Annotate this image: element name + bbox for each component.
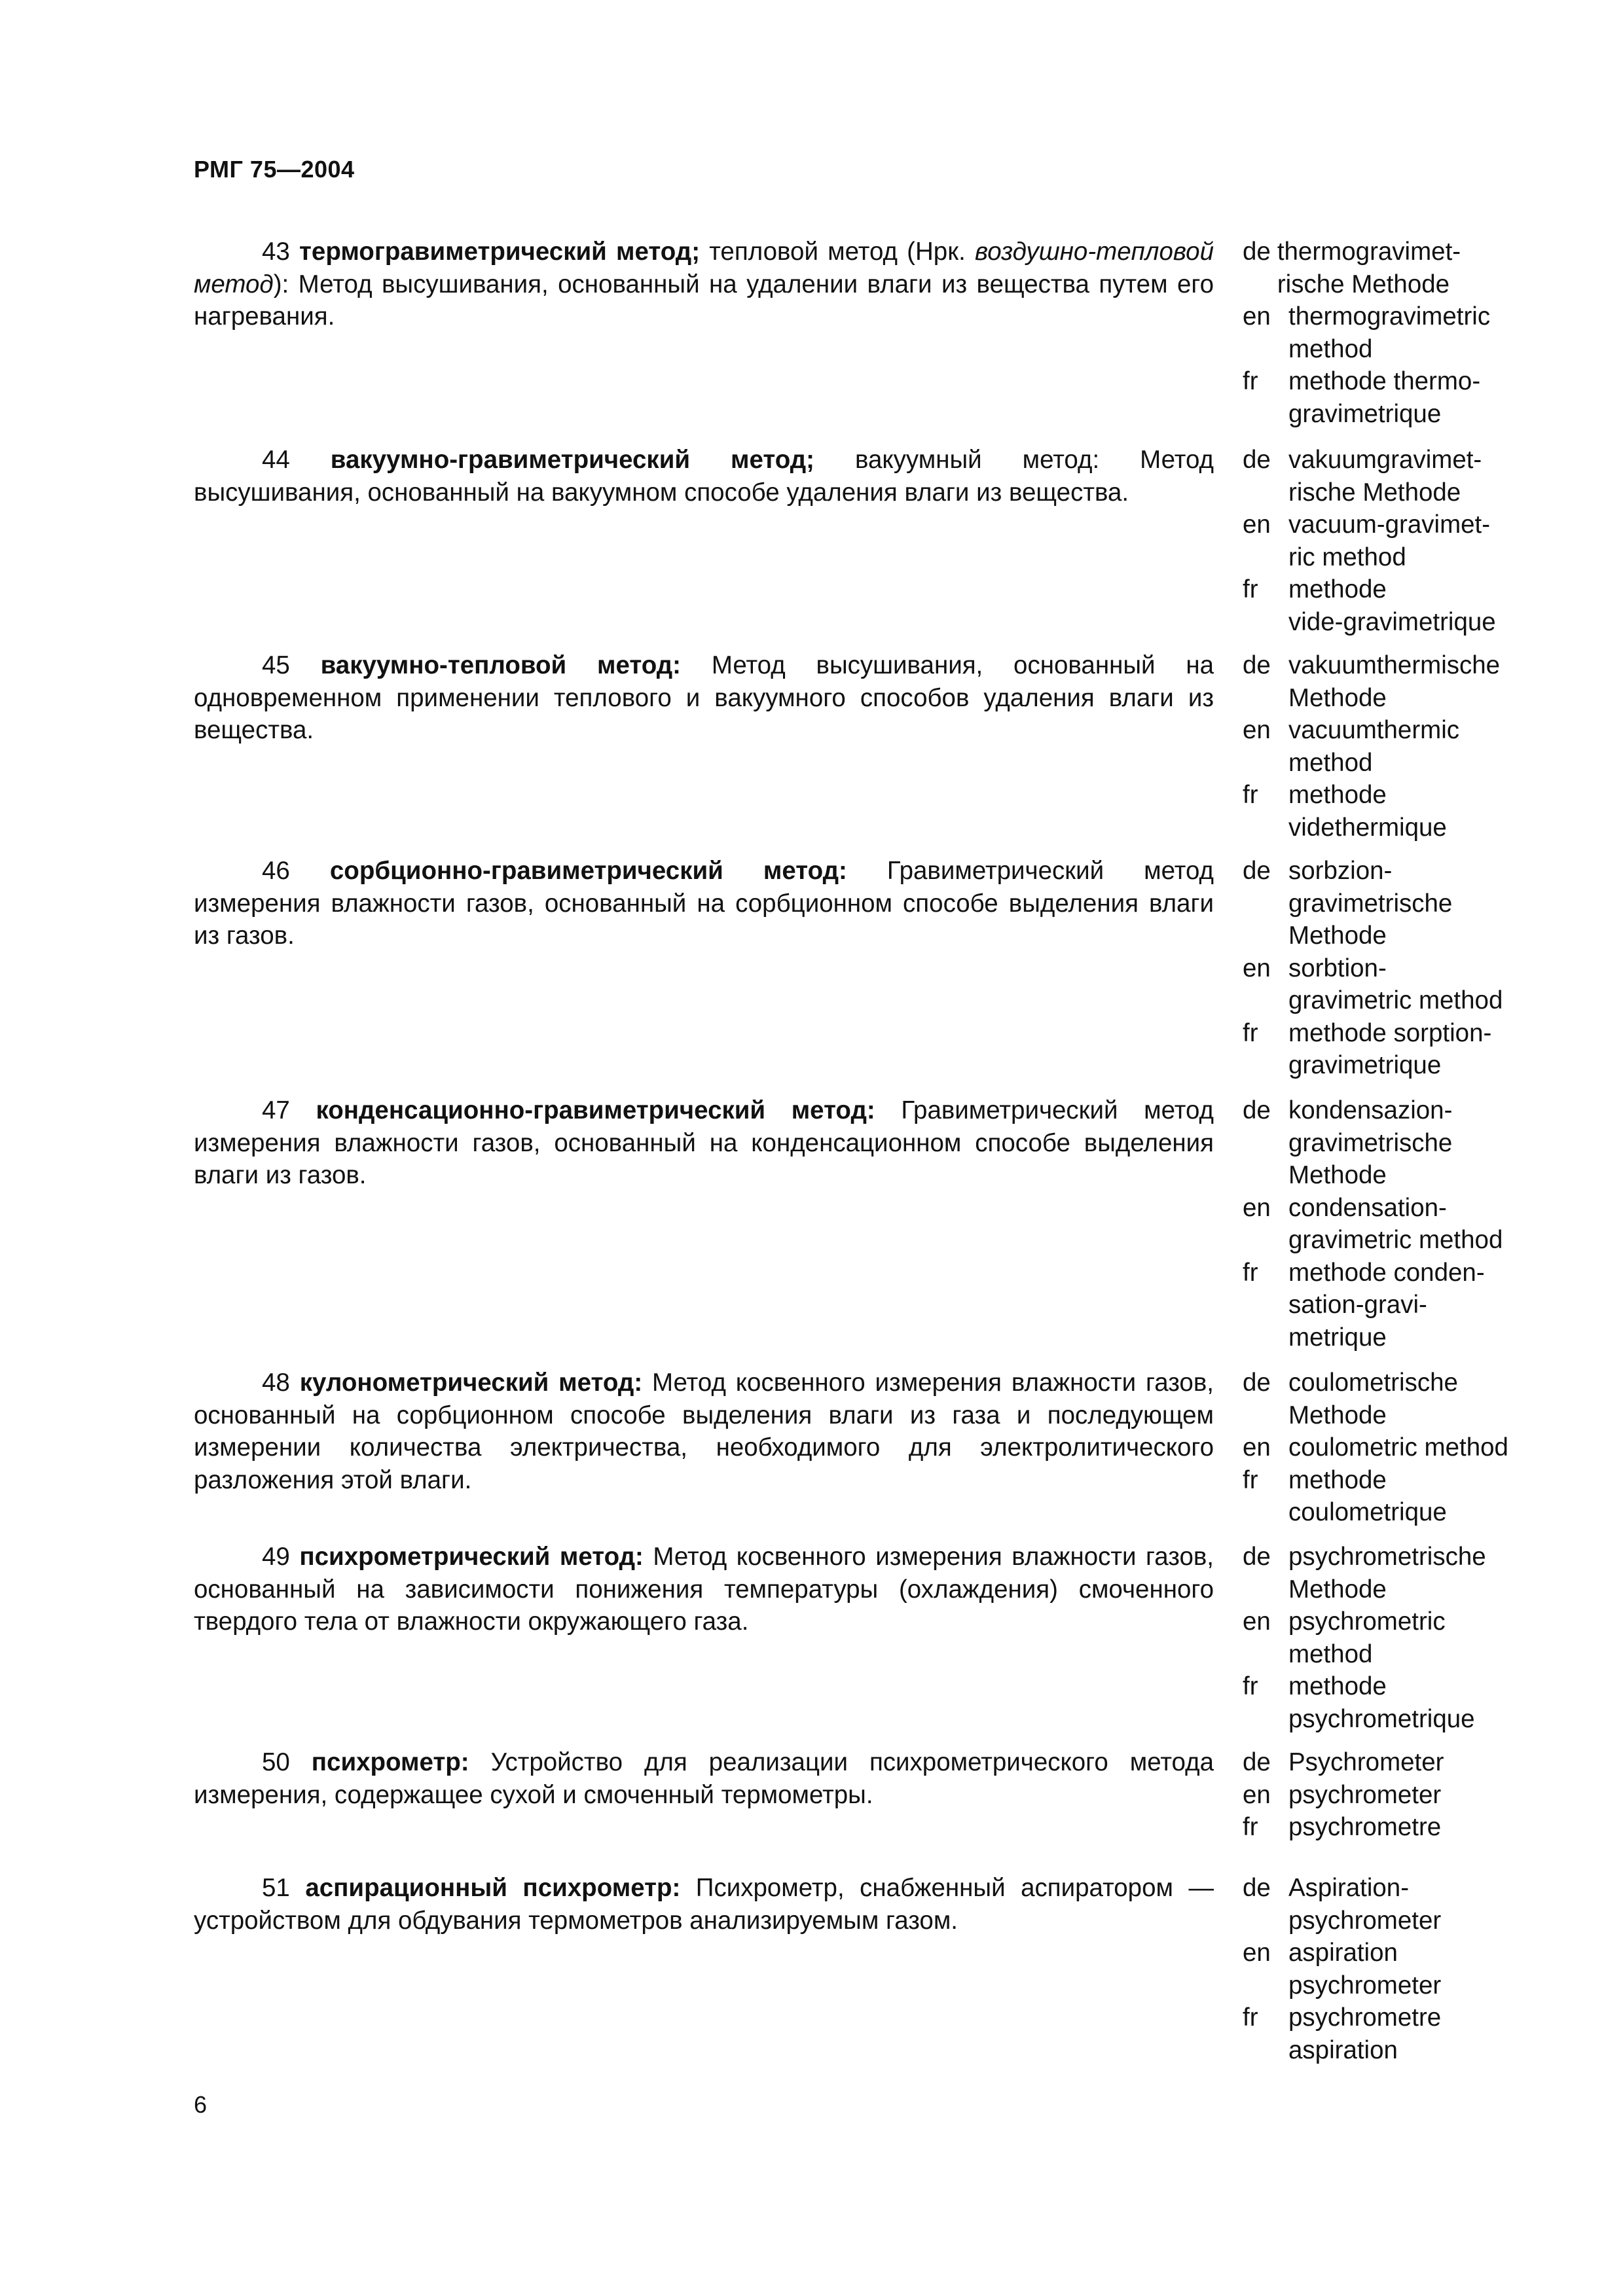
lang-code: en	[1243, 1939, 1271, 1967]
equivalent-en	[1243, 509, 1531, 573]
equivalent-text: methode thermo- gravimetrique	[1288, 367, 1481, 428]
lang-code: de	[1243, 651, 1271, 679]
lang-code: fr	[1243, 1813, 1258, 1841]
equivalent-fr	[1243, 573, 1531, 638]
term: вакуумно-гравиметрический метод;	[330, 446, 814, 474]
lang-code: fr	[1243, 575, 1258, 603]
equivalent-de	[1243, 1872, 1531, 1937]
foreign-equivalents	[1243, 444, 1531, 638]
term: конденсационно-гравиметрический метод:	[316, 1096, 875, 1124]
lang-code: en	[1243, 1193, 1271, 1222]
equivalent-text: vacuum-gravimet- ric method	[1288, 511, 1491, 571]
lang-code: en	[1243, 716, 1271, 744]
definition	[194, 1541, 1214, 1638]
deprecated-term: воздушно-тепловой метод	[194, 238, 1214, 298]
foreign-equivalents	[1243, 1367, 1531, 1529]
equivalent-fr	[1243, 365, 1531, 430]
equivalent-text: methode vide-gravimetrique	[1288, 575, 1496, 636]
foreign-equivalents	[1243, 855, 1531, 1082]
equivalent-text: sorbtion- gravimetric method	[1288, 954, 1503, 1014]
term-entry-47	[194, 1094, 1503, 1352]
definition-text: Метод высушивания, основанный на одновременном применении теплового и вакуумного способов удаления влаги из вещества.	[194, 651, 1214, 744]
equivalent-en	[1243, 1779, 1531, 1812]
equivalent-de	[1243, 444, 1531, 509]
term-entry-50	[194, 1746, 1444, 1841]
lang-code: de	[1243, 238, 1271, 266]
term-entry-43	[194, 236, 1491, 428]
equivalent-en	[1243, 1431, 1531, 1464]
term-entry-46	[194, 855, 1503, 1079]
lang-code: de	[1243, 1874, 1271, 1902]
lang-code: fr	[1243, 1258, 1258, 1287]
equivalent-text: coulometric method	[1288, 1433, 1508, 1462]
lang-code: en	[1243, 1607, 1271, 1636]
definition-text: Устройство для реализации психрометрического метода измерения, содержащее сухой и смоченный термометры.	[194, 1748, 1214, 1809]
equivalent-text: Aspiration- psychrometer	[1288, 1874, 1442, 1935]
term: термогравиметрический метод;	[299, 238, 701, 266]
lang-code: fr	[1243, 1018, 1258, 1047]
foreign-equivalents	[1243, 1872, 1531, 2066]
equivalent-text: methode psychrometrique	[1288, 1672, 1475, 1733]
term-entry-48	[194, 1367, 1508, 1526]
term-number: 48	[262, 1369, 290, 1397]
term-entry-45	[194, 649, 1501, 842]
definition-text: ): Метод высушивания, основанный на удалении влаги из вещества путем его нагревания.	[194, 270, 1214, 331]
equivalent-de	[1243, 649, 1531, 714]
equivalent-en	[1243, 300, 1531, 365]
lang-code: de	[1243, 446, 1271, 474]
term-number: 44	[262, 446, 290, 474]
definition-text: Метод косвенного измерения влажности газов, основанный на зависимости понижения температуры (охлаждения) смоченного твердого тела от влажности окружающего газа.	[194, 1543, 1214, 1636]
lang-code: de	[1243, 1748, 1271, 1776]
equivalent-text: psychrometric method	[1288, 1607, 1446, 1668]
foreign-equivalents	[1243, 649, 1531, 844]
equivalent-text: coulometrische Methode	[1288, 1369, 1458, 1429]
term: психрометр:	[311, 1748, 469, 1776]
definition	[194, 649, 1214, 747]
equivalent-de	[1243, 1367, 1531, 1431]
equivalent-text: thermogravimet- rische Methode	[1277, 238, 1461, 298]
term: сорбционно-гравиметрический метод:	[329, 857, 847, 885]
equivalent-text: aspiration psychrometer	[1288, 1939, 1442, 2000]
foreign-equivalents	[1243, 236, 1531, 430]
term-number: 49	[262, 1543, 290, 1571]
page-number: 6	[194, 2091, 208, 2118]
lang-code: fr	[1243, 781, 1258, 809]
foreign-equivalents	[1243, 1094, 1531, 1354]
term-number: 46	[262, 857, 290, 885]
definition	[194, 1872, 1214, 1937]
equivalent-en	[1243, 1605, 1531, 1670]
definition	[194, 1367, 1214, 1496]
equivalent-en	[1243, 1192, 1531, 1257]
definition	[194, 1094, 1214, 1192]
equivalent-text: vakuumthermische Methode	[1288, 651, 1501, 712]
equivalent-fr	[1243, 2001, 1531, 2066]
equivalent-en	[1243, 952, 1531, 1017]
definition-text: Гравиметрический метод измерения влажности газов, основанный на сорбционном способе выделения влаги из газов.	[194, 857, 1214, 950]
term-entry-51	[194, 1872, 1442, 2064]
definition	[194, 444, 1214, 509]
equivalent-text: psychrometre	[1288, 1813, 1442, 1841]
equivalent-text: kondensazion- gravimetrische Methode	[1288, 1096, 1453, 1189]
equivalent-fr	[1243, 1464, 1531, 1529]
lang-code: de	[1243, 1096, 1271, 1124]
equivalent-text: vakuumgravimet- rische Methode	[1288, 446, 1482, 507]
foreign-equivalents	[1243, 1541, 1531, 1735]
lang-code: fr	[1243, 1672, 1258, 1700]
definition	[194, 1746, 1214, 1811]
term: вакуумно-тепловой метод:	[320, 651, 682, 679]
lang-code: en	[1243, 1433, 1271, 1462]
equivalent-text: condensation- gravimetric method	[1288, 1193, 1503, 1254]
equivalent-text: psychrometrische Methode	[1288, 1543, 1486, 1604]
equivalent-text: methode sorption- gravimetrique	[1288, 1018, 1492, 1079]
foreign-equivalents	[1243, 1746, 1531, 1844]
equivalent-text: methode conden- sation-gravi- metrique	[1288, 1258, 1485, 1352]
definition-text: Метод косвенного измерения влажности газов, основанный на сорбционном способе выделения влаги из газа и последующем измерении количества электричества, необходимого для электролитического разложения этой влаги.	[194, 1369, 1214, 1494]
lang-code: en	[1243, 954, 1271, 982]
definition-text: вакуумный метод: Метод высушивания, основанный на вакуумном способе удаления влаги из вещества.	[194, 446, 1214, 507]
definition-text: тепловой метод (Нрк.	[700, 238, 975, 266]
equivalent-de	[1243, 855, 1531, 952]
equivalent-text: thermogravimetric method	[1288, 302, 1491, 363]
term-entry-49	[194, 1541, 1486, 1733]
document-code: РМГ 75—2004	[194, 156, 355, 183]
equivalent-text: psychrometer	[1288, 1780, 1442, 1809]
equivalent-de	[1243, 1094, 1531, 1192]
equivalent-fr	[1243, 1670, 1531, 1735]
term: аспирационный психрометр:	[305, 1874, 681, 1902]
equivalent-fr	[1243, 1257, 1531, 1354]
term-number: 51	[262, 1874, 290, 1902]
term: кулонометрический метод:	[299, 1369, 643, 1397]
definition-text: Гравиметрический метод измерения влажности газов, основанный на конденсационном способе выделения влаги из газов.	[194, 1096, 1214, 1189]
lang-code: en	[1243, 511, 1271, 539]
lang-code: en	[1243, 302, 1271, 331]
equivalent-text: Psychrometer	[1288, 1748, 1444, 1776]
term: психрометрический метод:	[299, 1543, 644, 1571]
lang-code: fr	[1243, 1465, 1258, 1494]
equivalent-fr	[1243, 779, 1531, 844]
definition-text: Психрометр, снабженный аспиратором — устройством для обдувания термометров анализируемым газом.	[194, 1874, 1214, 1935]
equivalent-text: methode coulometrique	[1288, 1465, 1447, 1526]
lang-code: en	[1243, 1780, 1271, 1809]
definition	[194, 236, 1214, 333]
equivalent-fr	[1243, 1811, 1531, 1844]
equivalent-de	[1243, 1746, 1531, 1779]
lang-code: fr	[1243, 2003, 1258, 2032]
equivalent-text: sorbzion- gravimetrische Methode	[1288, 857, 1453, 950]
equivalent-text: vacuumthermic method	[1288, 716, 1460, 777]
lang-code: de	[1243, 1369, 1271, 1397]
lang-code: de	[1243, 857, 1271, 885]
term-number: 43	[262, 238, 290, 266]
equivalent-en	[1243, 1937, 1531, 2001]
equivalent-de	[1243, 1541, 1531, 1605]
equivalent-de	[1243, 236, 1531, 300]
term-number: 45	[262, 651, 290, 679]
term-number: 47	[262, 1096, 290, 1124]
term-entry-44	[194, 444, 1496, 636]
lang-code: fr	[1243, 367, 1258, 395]
equivalent-text: psychrometre aspiration	[1288, 2003, 1442, 2064]
definition	[194, 855, 1214, 952]
lang-code: de	[1243, 1543, 1271, 1571]
equivalent-en	[1243, 714, 1531, 779]
equivalent-text: methode videthermique	[1288, 781, 1447, 842]
equivalent-fr	[1243, 1017, 1531, 1082]
term-number: 50	[262, 1748, 290, 1776]
